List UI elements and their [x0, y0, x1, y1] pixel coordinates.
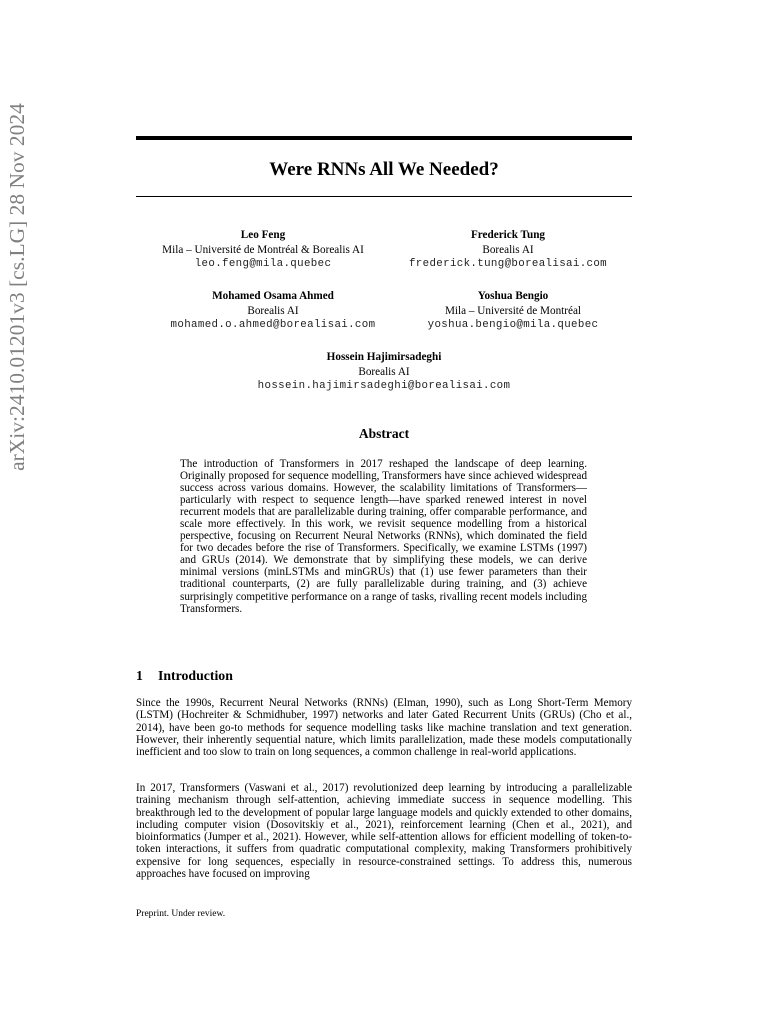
author-email[interactable]: leo.feng@mila.quebec — [194, 258, 332, 270]
author-email[interactable]: frederick.tung@borealisai.com — [408, 258, 608, 270]
author-block-4 — [363, 289, 663, 333]
paper-title: Were RNNs All We Needed? — [269, 159, 499, 180]
arxiv-identifier: arXiv:2410.01201v3 [cs.LG] 28 Nov 2024 — [5, 103, 29, 471]
section-title: Introduction — [158, 668, 233, 683]
author-email[interactable]: mohamed.o.ahmed@borealisai.com — [170, 319, 376, 331]
author-name: Yoshua Bengio — [477, 290, 549, 302]
abstract-heading: Abstract — [358, 426, 410, 441]
title-bottom-rule — [136, 196, 632, 197]
author-affiliation: Borealis AI — [247, 304, 299, 317]
author-email[interactable]: yoshua.bengio@mila.quebec — [427, 319, 599, 331]
intro-paragraph-2: In 2017, Transformers (Vaswani et al., 2017) revolutionized deep learning by introducing a parallelizable training mechanism through self-attention, achieving immediate success in sequence modelling. This breakthrough led to the development of popular large language models and quickly extended to other domains, including computer vision (Dosovitskiy et al., 2021), reinforcement learning (Chen et al., 2021), and bioinformatics (Jumper et al., 2021). However, while self-attention allows for efficient modelling of token-to-token interactions, it suffers from quadratic computational complexity, making Transformers prohibitively expensive for long sequences, especially in resource-constrained settings. To address this, numerous approaches have focused on improving — [136, 782, 632, 881]
author-affiliation: Borealis AI — [482, 243, 534, 256]
author-name: Hossein Hajimirsadeghi — [326, 351, 442, 363]
author-affiliation: Mila – Université de Montréal — [444, 304, 582, 317]
footer-note: Preprint. Under review. — [136, 909, 226, 919]
intro-paragraph-1: Since the 1990s, Recurrent Neural Networks (RNNs) (Elman, 1990), such as Long Short-Term Memory (LSTM) (Hochreiter & Schmidhuber, 1997) networks and later Gated Recurrent Units (GRUs) (Cho et al., 2014), have been go-to methods for sequence modelling tasks like machine translation and text generation. However, their inherently sequential nature, which limits parallelization, made these models computationally inefficient and too slow to train on long sequences, a common challenge in real-world applications. — [136, 697, 632, 759]
abstract-text: The introduction of Transformers in 2017 reshaped the landscape of deep learning. Originally proposed for sequence modelling, Transformers have since achieved widespread success across various domains. However, the scalability limitations of Transformers—particularly with respect to sequence length—have sparked renewed interest in novel recurrent models that are parallelizable during training, offer comparable performance, and scale more effectively. In this work, we revisit sequence modelling from a historical perspective, focusing on Recurrent Neural Networks (RNNs), which dominated the field for two decades before the rise of Transformers. Specifically, we examine LSTMs (1997) and GRUs (2014). We demonstrate that by simplifying these models, we can derive minimal versions (minLSTMs and minGRUs) that (1) use fewer parameters than their traditional counterparts, (2) are fully parallelizable during training, and (3) achieve surprisingly competitive performance on a range of tasks, rivalling recent models including Transformers. — [180, 458, 587, 615]
section-number: 1 — [136, 668, 143, 683]
author-affiliation: Mila – Université de Montréal & Borealis AI — [162, 243, 364, 256]
author-affiliation: Borealis AI — [358, 365, 410, 378]
title-top-rule — [136, 136, 632, 140]
section-heading — [136, 667, 632, 684]
author-block-2 — [358, 228, 658, 272]
author-name: Mohamed Osama Ahmed — [212, 290, 334, 302]
author-name: Leo Feng — [240, 229, 286, 241]
author-name: Frederick Tung — [470, 229, 546, 241]
author-email[interactable]: hossein.hajimirsadeghi@borealisai.com — [257, 380, 511, 392]
author-block-5 — [234, 350, 534, 394]
